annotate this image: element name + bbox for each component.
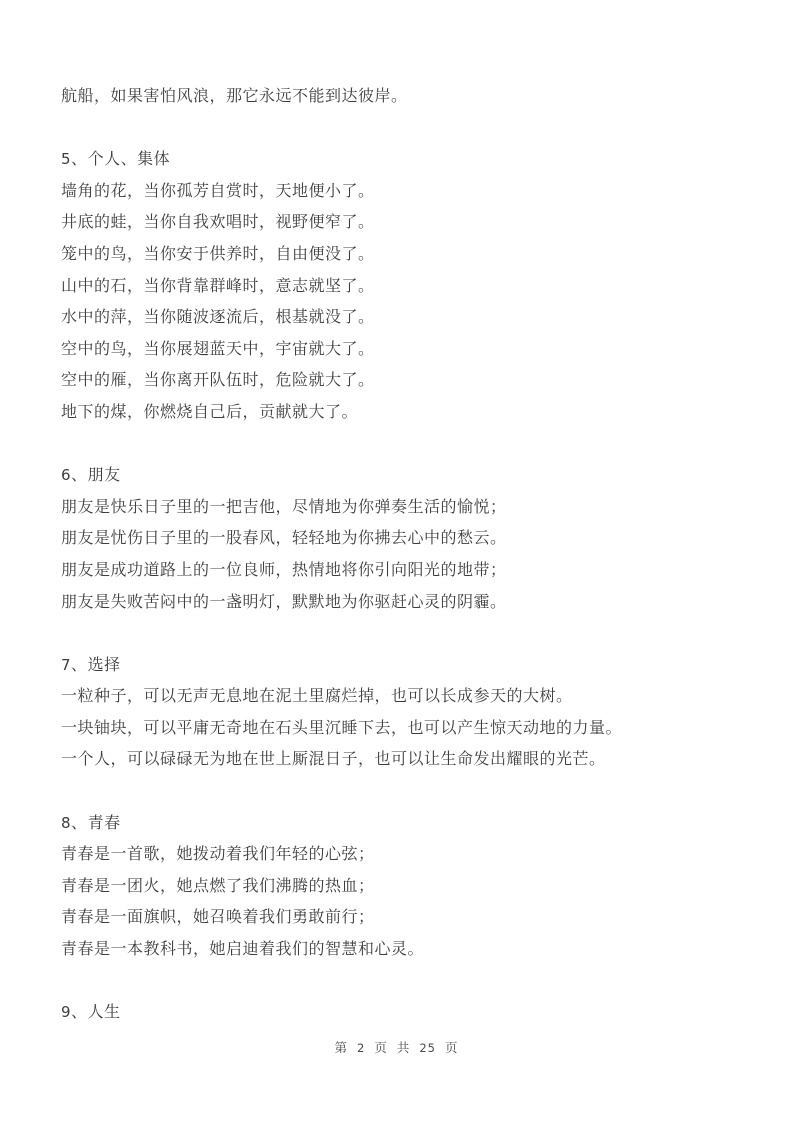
heading-title: 青春: [87, 812, 121, 832]
body-line: 青春是一首歌，她拨动着我们年轻的心弦；: [61, 844, 375, 864]
heading-title: 朋友: [87, 465, 121, 485]
body-line: 空中的雁，当你离开队伍时，危险就大了。: [61, 370, 375, 390]
body-line: 青春是一本教科书，她启迪着我们的智慧和心灵。: [61, 939, 425, 959]
heading-number: 7: [61, 655, 72, 674]
body-line: 朋友是成功道路上的一位良师，热情地将你引向阳光的地带；: [61, 559, 507, 579]
blank-line: [61, 428, 738, 460]
body-line: 朋友是失败苦闷中的一盏明灯，默默地为你驱赶心灵的阴霾。: [61, 591, 507, 611]
heading-title: 个人、集体: [87, 149, 171, 169]
footer-suffix: 页: [444, 1040, 459, 1055]
body-line: 空中的鸟，当你展翅蓝天中，宇宙就大了。: [61, 338, 375, 358]
body-line: 朋友是快乐日子里的一把吉他，尽情地为你弹奏生活的愉悦；: [61, 496, 507, 516]
heading-number: 9: [61, 1003, 72, 1022]
body-line: 墙角的花，当你孤芳自赏时，天地便小了。: [61, 180, 375, 200]
section-heading-6: [61, 459, 738, 491]
body-line: 地下的煤，你燃烧自己后，贡献就大了。: [61, 401, 359, 421]
section-heading-7: [61, 649, 738, 681]
heading-number: 6: [61, 466, 72, 485]
body-line: 朋友是忧伤日子里的一股春风，轻轻地为你拂去心中的愁云。: [61, 528, 507, 548]
body-line: 青春是一团火，她点燃了我们沸腾的热血；: [61, 875, 375, 895]
blank-line: [61, 965, 738, 997]
heading-separator: 、: [71, 465, 88, 485]
page-number: 2: [357, 1041, 366, 1055]
heading-separator: 、: [71, 812, 88, 832]
heading-title: 选择: [87, 654, 121, 674]
total-pages: 25: [419, 1041, 436, 1055]
footer-middle: 页 共: [374, 1040, 411, 1055]
section-heading-9: [61, 996, 738, 1028]
body-line: 水中的萍，当你随波逐流后，根基就没了。: [61, 307, 375, 327]
blank-line: [61, 617, 738, 649]
blank-line: [61, 112, 738, 144]
body-line: 笼中的鸟，当你安于供养时，自由便没了。: [61, 243, 375, 263]
page-footer: [0, 1040, 793, 1056]
blank-line: [61, 775, 738, 807]
body-line: 一块铀块，可以平庸无奇地在石头里沉睡下去，也可以产生惊天动地的力量。: [61, 717, 623, 737]
heading-number: 5: [61, 150, 72, 169]
body-line: 山中的石，当你背靠群峰时，意志就坚了。: [61, 275, 375, 295]
heading-separator: 、: [71, 1002, 88, 1022]
heading-separator: 、: [71, 149, 88, 169]
heading-number: 8: [61, 813, 72, 832]
section-heading-8: [61, 807, 738, 839]
body-line: 青春是一面旗帜，她召唤着我们勇敢前行；: [61, 907, 375, 927]
body-line: 井底的蛙，当你自我欢唱时，视野便窄了。: [61, 212, 375, 232]
body-line: 一个人，可以碌碌无为地在世上厮混日子，也可以让生命发出耀眼的光芒。: [61, 749, 606, 769]
document-content: [61, 80, 738, 1028]
body-line: 一粒种子，可以无声无息地在泥土里腐烂掉，也可以长成参天的大树。: [61, 686, 573, 706]
heading-title: 人生: [87, 1002, 121, 1022]
body-line: 航船，如果害怕风浪，那它永远不能到达彼岸。: [61, 86, 408, 105]
heading-separator: 、: [71, 654, 88, 674]
footer-prefix: 第: [334, 1040, 349, 1055]
section-heading-5: [61, 143, 738, 175]
